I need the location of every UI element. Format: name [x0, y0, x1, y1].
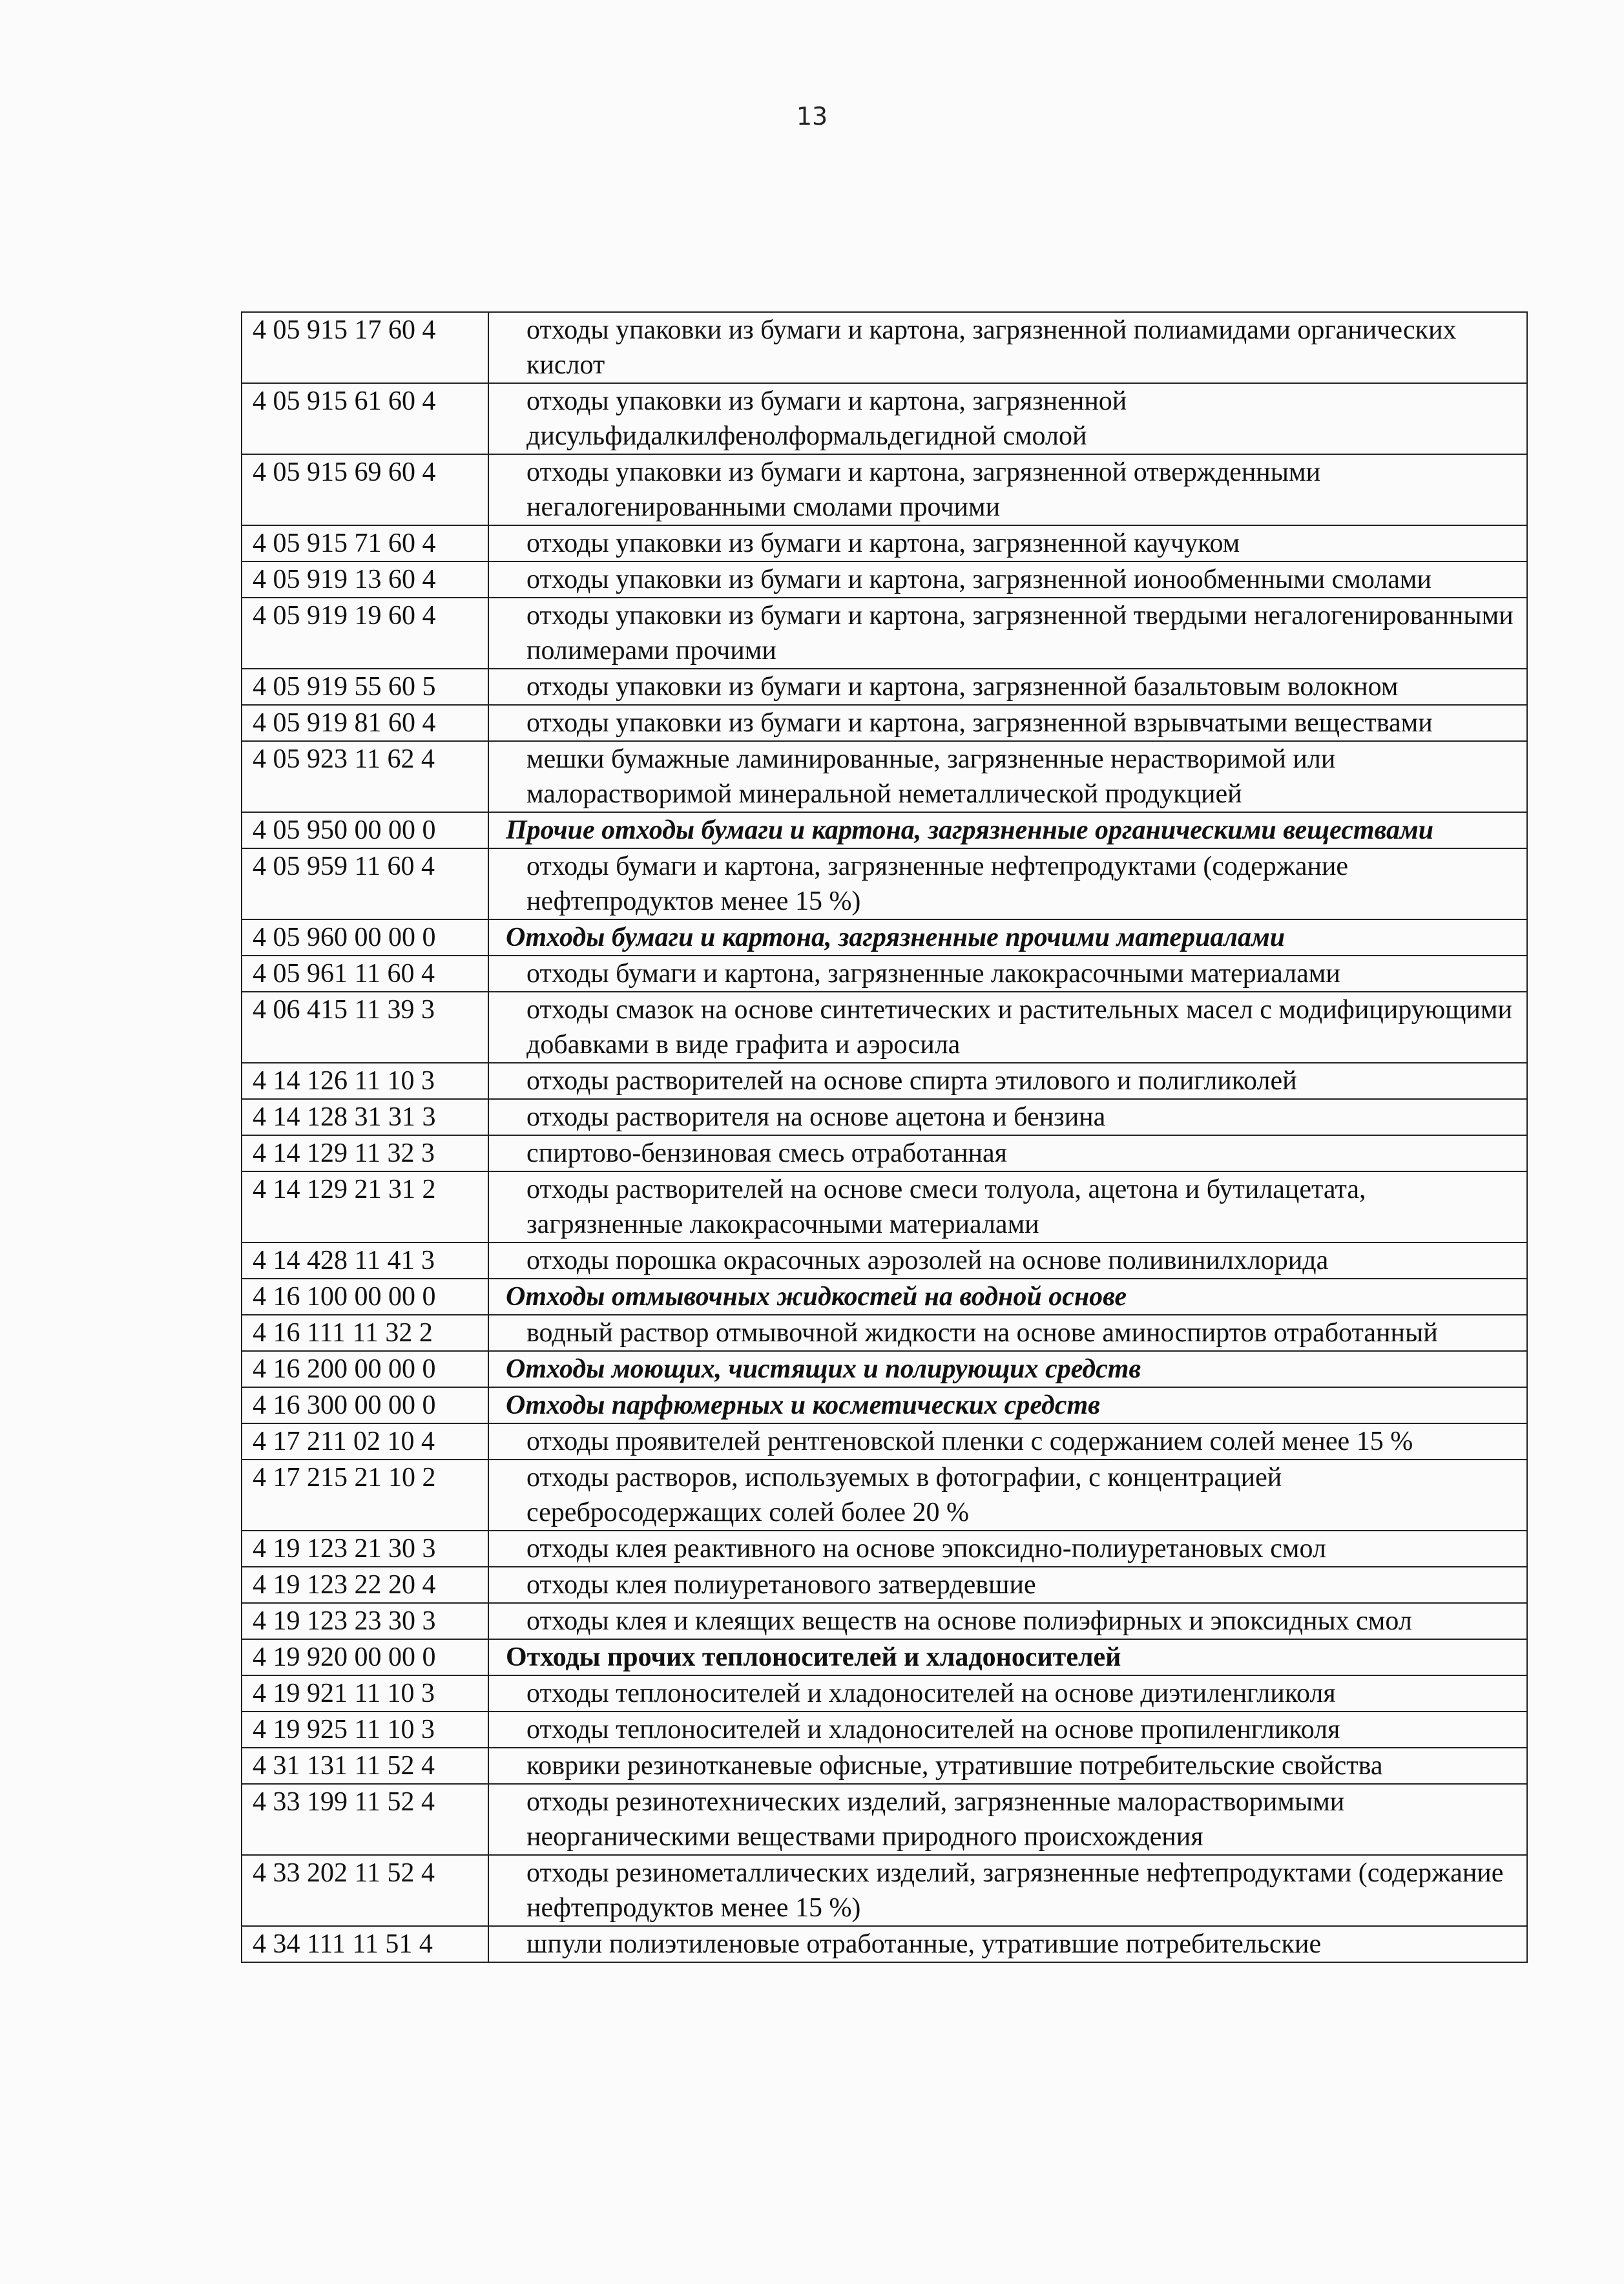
table-row: [242, 1567, 1527, 1603]
waste-description-cell: отходы растворителя на основе ацетона и бензина: [488, 1099, 1527, 1135]
table-row: [242, 1748, 1527, 1784]
table-row: [242, 1784, 1527, 1855]
waste-code-cell: 4 16 111 11 32 2: [242, 1315, 488, 1351]
waste-code-cell: 4 14 128 31 31 3: [242, 1099, 488, 1135]
waste-code-cell: 4 05 919 55 60 5: [242, 669, 488, 705]
waste-description-cell: отходы теплоносителей и хладоносителей на основе диэтиленгликоля: [488, 1675, 1527, 1712]
waste-code-cell: 4 17 215 21 10 2: [242, 1460, 488, 1531]
category-row: [242, 919, 1527, 956]
table-row: [242, 1315, 1527, 1351]
waste-code-cell: 4 05 919 81 60 4: [242, 705, 488, 741]
waste-description-cell: отходы упаковки из бумаги и картона, загрязненной базальтовым волокном: [488, 669, 1527, 705]
waste-description-cell: отходы бумаги и картона, загрязненные нефтепродуктами (содержание нефтепродуктов менее 15 %): [488, 848, 1527, 919]
waste-code-cell: 4 14 428 11 41 3: [242, 1242, 488, 1279]
waste-code-cell: 4 33 199 11 52 4: [242, 1784, 488, 1855]
waste-code-cell: 4 05 915 71 60 4: [242, 525, 488, 561]
table-row: [242, 383, 1527, 454]
waste-code-cell: 4 05 923 11 62 4: [242, 741, 488, 812]
waste-description-cell: спиртово-бензиновая смесь отработанная: [488, 1135, 1527, 1171]
table-row: [242, 705, 1527, 741]
waste-code-cell: 4 14 129 11 32 3: [242, 1135, 488, 1171]
waste-code-cell: 4 16 100 00 00 0: [242, 1279, 488, 1315]
waste-code-cell: 4 17 211 02 10 4: [242, 1423, 488, 1460]
table-row: [242, 1855, 1527, 1926]
table-row: [242, 525, 1527, 561]
waste-description-cell: отходы резинотехнических изделий, загрязненные малорастворимыми неорганическими веществами природного происхождения: [488, 1784, 1527, 1855]
waste-description-cell: отходы клея реактивного на основе эпоксидно-полиуретановых смол: [488, 1531, 1527, 1567]
waste-description-cell: Отходы парфюмерных и косметических средств: [488, 1387, 1527, 1423]
table-row: [242, 1171, 1527, 1242]
table-row: [242, 598, 1527, 669]
table-row: [242, 992, 1527, 1063]
waste-code-cell: 4 05 950 00 00 0: [242, 812, 488, 848]
waste-code-cell: 4 19 123 22 20 4: [242, 1567, 488, 1603]
table-row: [242, 1675, 1527, 1712]
table-row: [242, 1423, 1527, 1460]
waste-description-cell: отходы упаковки из бумаги и картона, загрязненной отвержденными негалогенированными смолами прочими: [488, 454, 1527, 525]
table-body: [242, 312, 1527, 1962]
table-row: [242, 1242, 1527, 1279]
waste-description-cell: Прочие отходы бумаги и картона, загрязненные органическими веществами: [488, 812, 1527, 848]
waste-description-cell: Отходы прочих теплоносителей и хладоносителей: [488, 1639, 1527, 1675]
table-row: [242, 1460, 1527, 1531]
waste-description-cell: отходы упаковки из бумаги и картона, загрязненной ионообменными смолами: [488, 561, 1527, 598]
waste-description-cell: отходы упаковки из бумаги и картона, загрязненной твердыми негалогенированными полимерами прочими: [488, 598, 1527, 669]
waste-description-cell: отходы упаковки из бумаги и картона, загрязненной взрывчатыми веществами: [488, 705, 1527, 741]
waste-code-cell: 4 14 126 11 10 3: [242, 1063, 488, 1099]
page-number: 13: [796, 102, 828, 131]
table-row: [242, 1603, 1527, 1639]
table-row: [242, 669, 1527, 705]
waste-code-cell: 4 05 915 61 60 4: [242, 383, 488, 454]
table-row: [242, 561, 1527, 598]
table-row: [242, 1135, 1527, 1171]
waste-description-cell: отходы клея и клеящих веществ на основе полиэфирных и эпоксидных смол: [488, 1603, 1527, 1639]
waste-description-cell: отходы бумаги и картона, загрязненные лакокрасочными материалами: [488, 956, 1527, 992]
waste-code-cell: 4 06 415 11 39 3: [242, 992, 488, 1063]
waste-description-cell: отходы резинометаллических изделий, загрязненные нефтепродуктами (содержание нефтепродуктов менее 15 %): [488, 1855, 1527, 1926]
waste-code-cell: 4 05 915 69 60 4: [242, 454, 488, 525]
waste-classification-table: [241, 311, 1528, 1963]
waste-description-cell: отходы растворителей на основе спирта этилового и полигликолей: [488, 1063, 1527, 1099]
waste-code-cell: 4 16 200 00 00 0: [242, 1351, 488, 1387]
waste-code-cell: 4 05 960 00 00 0: [242, 919, 488, 956]
waste-description-cell: отходы упаковки из бумаги и картона, загрязненной полиамидами органических кислот: [488, 312, 1527, 383]
table-row: [242, 741, 1527, 812]
table-row: [242, 1063, 1527, 1099]
waste-code-cell: 4 31 131 11 52 4: [242, 1748, 488, 1784]
waste-description-cell: отходы теплоносителей и хладоносителей на основе пропиленгликоля: [488, 1712, 1527, 1748]
waste-code-cell: 4 05 961 11 60 4: [242, 956, 488, 992]
waste-code-cell: 4 19 920 00 00 0: [242, 1639, 488, 1675]
category-row: [242, 1351, 1527, 1387]
table-row: [242, 1712, 1527, 1748]
waste-code-cell: 4 34 111 11 51 4: [242, 1926, 488, 1962]
table-row: [242, 312, 1527, 383]
waste-code-cell: 4 05 919 13 60 4: [242, 561, 488, 598]
waste-description-cell: Отходы отмывочных жидкостей на водной основе: [488, 1279, 1527, 1315]
category-row: [242, 1279, 1527, 1315]
waste-description-cell: Отходы бумаги и картона, загрязненные прочими материалами: [488, 919, 1527, 956]
table-row: [242, 454, 1527, 525]
waste-description-cell: отходы упаковки из бумаги и картона, загрязненной дисульфидалкилфенолформальдегидной смолой: [488, 383, 1527, 454]
table-row: [242, 1099, 1527, 1135]
waste-code-cell: 4 19 123 23 30 3: [242, 1603, 488, 1639]
waste-description-cell: отходы смазок на основе синтетических и растительных масел с модифицирующими добавками в виде графита и аэросила: [488, 992, 1527, 1063]
waste-description-cell: мешки бумажные ламинированные, загрязненные нерастворимой или малорастворимой минеральной неметаллической продукцией: [488, 741, 1527, 812]
waste-code-cell: 4 33 202 11 52 4: [242, 1855, 488, 1926]
category-row: [242, 1639, 1527, 1675]
waste-description-cell: отходы проявителей рентгеновской пленки с содержанием солей менее 15 %: [488, 1423, 1527, 1460]
waste-code-cell: 4 16 300 00 00 0: [242, 1387, 488, 1423]
category-row: [242, 1387, 1527, 1423]
waste-description-cell: водный раствор отмывочной жидкости на основе аминоспиртов отработанный: [488, 1315, 1527, 1351]
waste-description-cell: отходы растворов, используемых в фотографии, с концентрацией серебросодержащих солей более 20 %: [488, 1460, 1527, 1531]
waste-description-cell: отходы упаковки из бумаги и картона, загрязненной каучуком: [488, 525, 1527, 561]
waste-code-cell: 4 05 919 19 60 4: [242, 598, 488, 669]
waste-description-cell: отходы порошка окрасочных аэрозолей на основе поливинилхлорида: [488, 1242, 1527, 1279]
waste-description-cell: Отходы моющих, чистящих и полирующих средств: [488, 1351, 1527, 1387]
table-row: [242, 848, 1527, 919]
waste-description-cell: шпули полиэтиленовые отработанные, утратившие потребительские: [488, 1926, 1527, 1962]
category-row: [242, 812, 1527, 848]
table-row: [242, 1531, 1527, 1567]
waste-description-cell: отходы клея полиуретанового затвердевшие: [488, 1567, 1527, 1603]
waste-code-cell: 4 19 921 11 10 3: [242, 1675, 488, 1712]
waste-code-cell: 4 05 959 11 60 4: [242, 848, 488, 919]
waste-code-cell: 4 19 123 21 30 3: [242, 1531, 488, 1567]
waste-description-cell: коврики резинотканевые офисные, утратившие потребительские свойства: [488, 1748, 1527, 1784]
waste-code-cell: 4 14 129 21 31 2: [242, 1171, 488, 1242]
table-row: [242, 956, 1527, 992]
table-row: [242, 1926, 1527, 1962]
waste-code-cell: 4 05 915 17 60 4: [242, 312, 488, 383]
waste-description-cell: отходы растворителей на основе смеси толуола, ацетона и бутилацетата, загрязненные лакокрасочными материалами: [488, 1171, 1527, 1242]
waste-code-cell: 4 19 925 11 10 3: [242, 1712, 488, 1748]
